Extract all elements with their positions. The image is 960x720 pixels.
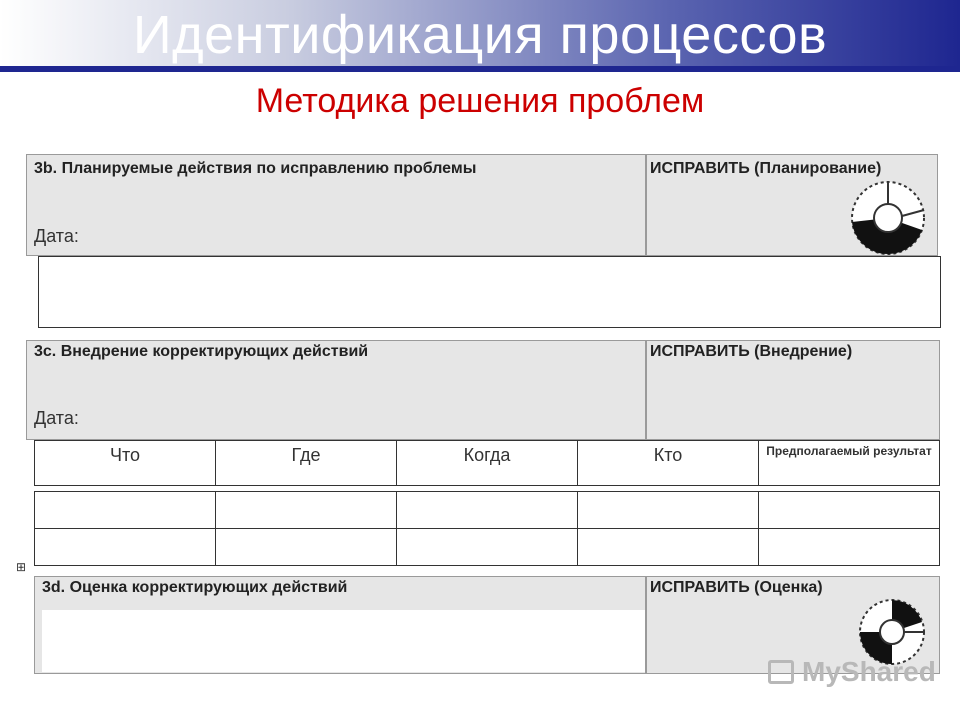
column-header-expected-result: Предполагаемый результат (759, 441, 940, 486)
table-anchor-icon: ⊞ (16, 560, 27, 574)
page-subtitle: Методика решения проблем (255, 82, 705, 120)
column-header-what: Что (35, 441, 216, 486)
table-cell[interactable] (35, 492, 216, 529)
action-table (34, 440, 940, 566)
table-cell[interactable] (216, 529, 397, 566)
table-cell[interactable] (35, 529, 216, 566)
section-3d-right-heading: ИСПРАВИТЬ (Оценка) (650, 579, 823, 596)
table-cell[interactable] (578, 492, 759, 529)
section-3d-input-area[interactable] (42, 610, 645, 672)
column-header-who: Кто (578, 441, 759, 486)
section-3b-input-box[interactable] (38, 256, 941, 328)
table-cell[interactable] (578, 529, 759, 566)
section-3b-date-label: Дата: (34, 226, 79, 246)
section-3c-heading: 3c. Внедрение корректирующих действий (34, 343, 369, 360)
column-header-when: Когда (397, 441, 578, 486)
table-row (35, 529, 940, 566)
table-cell[interactable] (759, 529, 940, 566)
watermark-text: MyShared (802, 656, 936, 687)
table-cell[interactable] (397, 492, 578, 529)
table-cell[interactable] (759, 492, 940, 529)
watermark-icon (768, 660, 794, 684)
action-table-header-row (35, 441, 940, 486)
column-header-where: Где (216, 441, 397, 486)
pdca-wheel-icon (848, 180, 932, 258)
section-3c-right-heading: ИСПРАВИТЬ (Внедрение) (650, 343, 853, 360)
section-3c-date-label: Дата: (34, 408, 79, 428)
table-cell[interactable] (216, 492, 397, 529)
table-row (35, 492, 940, 529)
section-3b-right-heading: ИСПРАВИТЬ (Планирование) (650, 160, 882, 177)
section-3d-heading: 3d. Оценка корректирующих действий (42, 579, 348, 596)
section-3b-heading: 3b. Планируемые действия по исправлению проблемы (34, 160, 477, 177)
page-title: Идентификация процессов (132, 5, 828, 65)
table-cell[interactable] (397, 529, 578, 566)
